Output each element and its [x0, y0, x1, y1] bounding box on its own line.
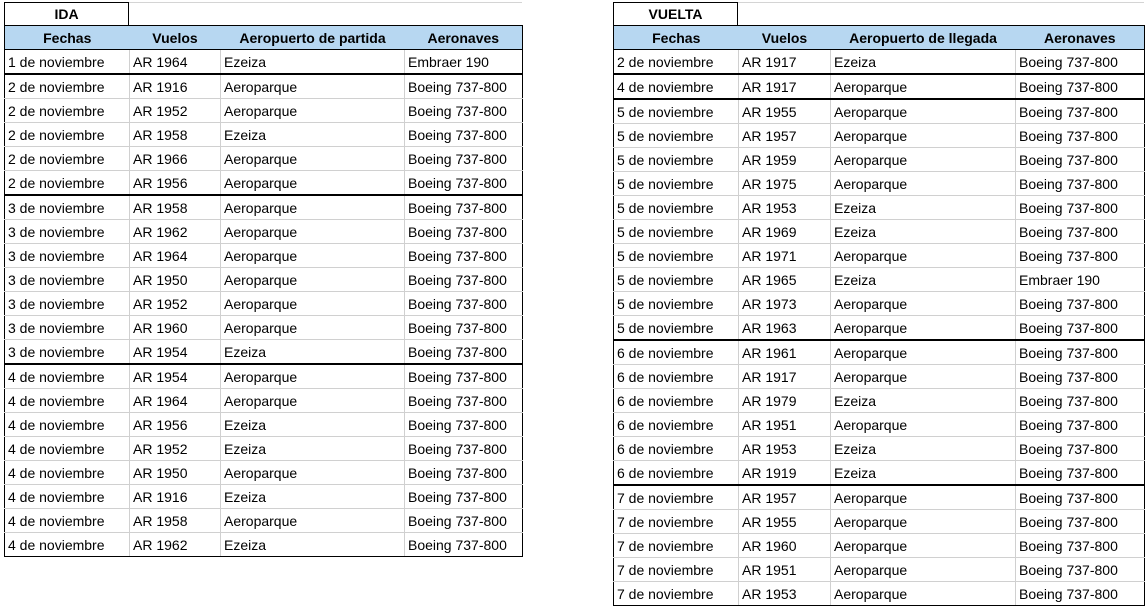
table-row — [614, 220, 1145, 244]
aeropuerto-cell[interactable]: Aeroparque — [831, 292, 1016, 316]
vuelo-cell[interactable]: AR 1954 — [130, 364, 221, 389]
vuelta-title: VUELTA — [613, 2, 738, 25]
table-row — [614, 510, 1145, 534]
table-row — [614, 340, 1145, 365]
vuelo-cell[interactable]: AR 1973 — [739, 292, 831, 316]
fecha-cell[interactable]: 5 de noviembre — [614, 268, 739, 292]
fecha-cell[interactable]: 2 de noviembre — [5, 147, 130, 171]
fecha-cell[interactable]: 4 de noviembre — [5, 437, 130, 461]
aeronave-cell[interactable]: Boeing 737-800 — [1016, 365, 1145, 389]
aeropuerto-cell[interactable]: Aeroparque — [221, 461, 405, 485]
aeropuerto-cell[interactable]: Aeroparque — [221, 316, 405, 340]
fecha-cell[interactable]: 3 de noviembre — [5, 195, 130, 220]
aeropuerto-cell[interactable]: Aeroparque — [221, 147, 405, 171]
aeropuerto-cell[interactable]: Aeroparque — [831, 124, 1016, 148]
aeronave-cell[interactable]: Embraer 190 — [1016, 268, 1145, 292]
aeropuerto-cell[interactable]: Aeroparque — [221, 74, 405, 99]
table-row — [614, 172, 1145, 196]
fecha-cell[interactable]: 7 de noviembre — [614, 485, 739, 510]
table-row — [5, 340, 523, 365]
fecha-cell[interactable]: 4 de noviembre — [5, 533, 130, 557]
fecha-cell[interactable]: 4 de noviembre — [5, 461, 130, 485]
fecha-cell[interactable]: 2 de noviembre — [5, 99, 130, 123]
vuelo-cell[interactable]: AR 1917 — [739, 365, 831, 389]
table-row — [5, 268, 523, 292]
aeronave-cell[interactable]: Boeing 737-800 — [405, 533, 523, 557]
aeropuerto-cell[interactable]: Aeroparque — [831, 582, 1016, 606]
aeronave-cell[interactable]: Boeing 737-800 — [405, 244, 523, 268]
ida-header-fechas: Fechas — [5, 26, 130, 50]
vuelo-cell[interactable]: AR 1951 — [739, 413, 831, 437]
aeropuerto-cell[interactable]: Aeroparque — [831, 74, 1016, 99]
vuelta-header-vuelos: Vuelos — [739, 26, 831, 50]
vuelo-cell[interactable]: AR 1952 — [130, 437, 221, 461]
aeropuerto-cell[interactable]: Aeroparque — [831, 365, 1016, 389]
aeropuerto-cell[interactable]: Aeroparque — [221, 244, 405, 268]
aeropuerto-cell[interactable]: Aeroparque — [831, 244, 1016, 268]
aeronave-cell[interactable]: Boeing 737-800 — [1016, 244, 1145, 268]
table-row — [5, 316, 523, 340]
ida-title: IDA — [4, 2, 129, 25]
aeronave-cell[interactable]: Boeing 737-800 — [405, 292, 523, 316]
vuelo-cell[interactable]: AR 1917 — [739, 74, 831, 99]
table-row — [5, 244, 523, 268]
aeronave-cell[interactable]: Boeing 737-800 — [405, 340, 523, 365]
vuelo-cell[interactable]: AR 1962 — [130, 220, 221, 244]
vuelo-cell[interactable]: AR 1957 — [739, 124, 831, 148]
table-row — [614, 268, 1145, 292]
vuelo-cell[interactable]: AR 1916 — [130, 74, 221, 99]
ida-title-fill — [129, 2, 522, 26]
vuelo-cell[interactable]: AR 1975 — [739, 172, 831, 196]
vuelo-cell[interactable]: AR 1950 — [130, 268, 221, 292]
aeropuerto-cell[interactable]: Aeroparque — [221, 220, 405, 244]
ida-table-body — [5, 50, 523, 557]
fecha-cell[interactable]: 6 de noviembre — [614, 389, 739, 413]
vuelta-header-aeronaves: Aeronaves — [1016, 26, 1145, 50]
vuelo-cell[interactable]: AR 1916 — [130, 485, 221, 509]
aeropuerto-cell[interactable]: Ezeiza — [831, 196, 1016, 220]
aeropuerto-cell[interactable]: Aeroparque — [831, 485, 1016, 510]
table-row — [5, 437, 523, 461]
vuelo-cell[interactable]: AR 1954 — [130, 340, 221, 365]
table-row — [614, 124, 1145, 148]
aeropuerto-cell[interactable]: Ezeiza — [221, 340, 405, 365]
table-row — [614, 558, 1145, 582]
aeronave-cell[interactable]: Boeing 737-800 — [405, 461, 523, 485]
aeronave-cell[interactable]: Boeing 737-800 — [1016, 316, 1145, 341]
vuelo-cell[interactable]: AR 1957 — [739, 485, 831, 510]
aeronave-cell[interactable]: Boeing 737-800 — [405, 220, 523, 244]
aeronave-cell[interactable]: Boeing 737-800 — [405, 268, 523, 292]
aeronave-cell[interactable]: Boeing 737-800 — [405, 195, 523, 220]
aeronave-cell[interactable]: Boeing 737-800 — [1016, 292, 1145, 316]
fecha-cell[interactable]: 5 de noviembre — [614, 220, 739, 244]
vuelo-cell[interactable]: AR 1979 — [739, 389, 831, 413]
aeronave-cell[interactable]: Boeing 737-800 — [405, 413, 523, 437]
fecha-cell[interactable]: 1 de noviembre — [5, 50, 130, 75]
aeronave-cell[interactable]: Boeing 737-800 — [405, 171, 523, 196]
aeropuerto-cell[interactable]: Aeroparque — [831, 510, 1016, 534]
table-row — [614, 292, 1145, 316]
aeronave-cell[interactable]: Boeing 737-800 — [405, 99, 523, 123]
aeronave-cell[interactable]: Boeing 737-800 — [1016, 220, 1145, 244]
table-row — [614, 437, 1145, 461]
vuelo-cell[interactable]: AR 1964 — [130, 50, 221, 75]
fecha-cell[interactable]: 3 de noviembre — [5, 268, 130, 292]
aeropuerto-cell[interactable]: Aeroparque — [221, 509, 405, 533]
vuelta-header-fechas: Fechas — [614, 26, 739, 50]
vuelo-cell[interactable]: AR 1952 — [130, 292, 221, 316]
fecha-cell[interactable]: 6 de noviembre — [614, 365, 739, 389]
vuelo-cell[interactable]: AR 1953 — [739, 582, 831, 606]
aeronave-cell[interactable]: Boeing 737-800 — [405, 485, 523, 509]
fecha-cell[interactable]: 5 de noviembre — [614, 172, 739, 196]
aeronave-cell[interactable]: Boeing 737-800 — [405, 389, 523, 413]
aeropuerto-cell[interactable]: Aeroparque — [221, 171, 405, 196]
fecha-cell[interactable]: 4 de noviembre — [5, 413, 130, 437]
table-row — [614, 461, 1145, 486]
aeropuerto-cell[interactable]: Aeroparque — [831, 148, 1016, 172]
table-row — [614, 50, 1145, 75]
aeronave-cell[interactable]: Boeing 737-800 — [405, 437, 523, 461]
vuelo-cell[interactable]: AR 1971 — [739, 244, 831, 268]
aeronave-cell[interactable]: Boeing 737-800 — [1016, 340, 1145, 365]
fecha-cell[interactable]: 7 de noviembre — [614, 510, 739, 534]
fecha-cell[interactable]: 4 de noviembre — [5, 389, 130, 413]
aeropuerto-cell[interactable]: Aeroparque — [221, 389, 405, 413]
aeropuerto-cell[interactable]: Aeroparque — [221, 195, 405, 220]
fecha-cell[interactable]: 4 de noviembre — [5, 364, 130, 389]
fecha-cell[interactable]: 7 de noviembre — [614, 558, 739, 582]
vuelo-cell[interactable]: AR 1969 — [739, 220, 831, 244]
aeropuerto-cell[interactable]: Aeroparque — [221, 268, 405, 292]
fecha-cell[interactable]: 5 de noviembre — [614, 99, 739, 124]
aeronave-cell[interactable]: Boeing 737-800 — [405, 74, 523, 99]
vuelo-cell[interactable]: AR 1959 — [739, 148, 831, 172]
aeropuerto-cell[interactable]: Aeroparque — [831, 316, 1016, 341]
fecha-cell[interactable]: 5 de noviembre — [614, 292, 739, 316]
table-row — [614, 413, 1145, 437]
vuelo-cell[interactable]: AR 1955 — [739, 510, 831, 534]
fecha-cell[interactable]: 6 de noviembre — [614, 437, 739, 461]
fecha-cell[interactable]: 2 de noviembre — [5, 123, 130, 147]
aeronave-cell[interactable]: Boeing 737-800 — [405, 123, 523, 147]
table-row — [614, 389, 1145, 413]
fecha-cell[interactable]: 4 de noviembre — [614, 74, 739, 99]
vuelta-title-row — [613, 2, 1145, 25]
ida-title-row — [4, 2, 523, 25]
vuelo-cell[interactable]: AR 1950 — [130, 461, 221, 485]
table-row — [5, 220, 523, 244]
vuelo-cell[interactable]: AR 1958 — [130, 123, 221, 147]
vuelo-cell[interactable]: AR 1966 — [130, 147, 221, 171]
aeropuerto-cell[interactable]: Ezeiza — [221, 533, 405, 557]
vuelta-title-fill — [738, 2, 1144, 26]
fecha-cell[interactable]: 6 de noviembre — [614, 461, 739, 486]
vuelo-cell[interactable]: AR 1962 — [130, 533, 221, 557]
aeronave-cell[interactable]: Boeing 737-800 — [1016, 534, 1145, 558]
fecha-cell[interactable]: 4 de noviembre — [5, 485, 130, 509]
table-row — [5, 123, 523, 147]
aeronave-cell[interactable]: Boeing 737-800 — [1016, 172, 1145, 196]
ida-header-aeropuerto: Aeropuerto de partida — [221, 26, 405, 50]
table-row — [614, 365, 1145, 389]
vuelo-cell[interactable]: AR 1955 — [739, 99, 831, 124]
fecha-cell[interactable]: 3 de noviembre — [5, 292, 130, 316]
aeronave-cell[interactable]: Boeing 737-800 — [405, 364, 523, 389]
aeronave-cell[interactable]: Boeing 737-800 — [1016, 582, 1145, 606]
vuelo-cell[interactable]: AR 1960 — [130, 316, 221, 340]
vuelo-cell[interactable]: AR 1958 — [130, 195, 221, 220]
table-row — [5, 195, 523, 220]
table-row — [5, 413, 523, 437]
table-row — [5, 147, 523, 171]
aeronave-cell[interactable]: Embraer 190 — [405, 50, 523, 75]
fecha-cell[interactable]: 3 de noviembre — [5, 316, 130, 340]
ida-header-aeronaves: Aeronaves — [405, 26, 523, 50]
vuelo-cell[interactable]: AR 1961 — [739, 340, 831, 365]
aeronave-cell[interactable]: Boeing 737-800 — [1016, 124, 1145, 148]
aeropuerto-cell[interactable]: Ezeiza — [831, 268, 1016, 292]
fecha-cell[interactable]: 3 de noviembre — [5, 220, 130, 244]
vuelo-cell[interactable]: AR 1953 — [739, 437, 831, 461]
aeropuerto-cell[interactable]: Aeroparque — [831, 99, 1016, 124]
aeronave-cell[interactable]: Boeing 737-800 — [1016, 50, 1145, 75]
vuelta-table — [613, 25, 1145, 606]
fecha-cell[interactable]: 6 de noviembre — [614, 340, 739, 365]
vuelo-cell[interactable]: AR 1919 — [739, 461, 831, 486]
table-row — [5, 509, 523, 533]
aeronave-cell[interactable]: Boeing 737-800 — [1016, 413, 1145, 437]
table-row — [5, 364, 523, 389]
vuelo-cell[interactable]: AR 1953 — [739, 196, 831, 220]
fecha-cell[interactable]: 3 de noviembre — [5, 244, 130, 268]
fecha-cell[interactable]: 5 de noviembre — [614, 124, 739, 148]
vuelo-cell[interactable]: AR 1960 — [739, 534, 831, 558]
vuelo-cell[interactable]: AR 1958 — [130, 509, 221, 533]
aeropuerto-cell[interactable]: Ezeiza — [831, 220, 1016, 244]
ida-table — [4, 25, 523, 557]
table-row — [5, 50, 523, 75]
table-row — [614, 148, 1145, 172]
vuelta-header-aeropuerto: Aeropuerto de llegada — [831, 26, 1016, 50]
aeronave-cell[interactable]: Boeing 737-800 — [1016, 437, 1145, 461]
aeropuerto-cell[interactable]: Ezeiza — [221, 437, 405, 461]
aeropuerto-cell[interactable]: Aeroparque — [831, 413, 1016, 437]
table-row — [5, 292, 523, 316]
aeronave-cell[interactable]: Boeing 737-800 — [1016, 461, 1145, 486]
aeronave-cell[interactable]: Boeing 737-800 — [405, 509, 523, 533]
vuelo-cell[interactable]: AR 1951 — [739, 558, 831, 582]
aeronave-cell[interactable]: Boeing 737-800 — [1016, 510, 1145, 534]
aeropuerto-cell[interactable]: Ezeiza — [831, 437, 1016, 461]
fecha-cell[interactable]: 2 de noviembre — [5, 171, 130, 196]
fecha-cell[interactable]: 3 de noviembre — [5, 340, 130, 365]
vuelta-header-row — [614, 26, 1145, 50]
aeropuerto-cell[interactable]: Ezeiza — [831, 461, 1016, 486]
aeropuerto-cell[interactable]: Aeroparque — [221, 292, 405, 316]
aeropuerto-cell[interactable]: Ezeiza — [221, 50, 405, 75]
aeronave-cell[interactable]: Boeing 737-800 — [1016, 99, 1145, 124]
vuelta-table-body — [614, 50, 1145, 606]
fecha-cell[interactable]: 7 de noviembre — [614, 582, 739, 606]
fecha-cell[interactable]: 5 de noviembre — [614, 316, 739, 341]
vuelo-cell[interactable]: AR 1917 — [739, 50, 831, 75]
vuelta-panel — [613, 2, 1145, 606]
aeronave-cell[interactable]: Boeing 737-800 — [1016, 558, 1145, 582]
aeropuerto-cell[interactable]: Aeroparque — [831, 534, 1016, 558]
fecha-cell[interactable]: 4 de noviembre — [5, 509, 130, 533]
table-row — [5, 485, 523, 509]
table-row — [5, 171, 523, 196]
aeronave-cell[interactable]: Boeing 737-800 — [405, 147, 523, 171]
aeropuerto-cell[interactable]: Ezeiza — [221, 485, 405, 509]
table-row — [5, 389, 523, 413]
aeropuerto-cell[interactable]: Aeroparque — [221, 99, 405, 123]
table-row — [5, 461, 523, 485]
vuelo-cell[interactable]: AR 1964 — [130, 389, 221, 413]
aeronave-cell[interactable]: Boeing 737-800 — [1016, 74, 1145, 99]
ida-header-vuelos: Vuelos — [130, 26, 221, 50]
table-row — [614, 316, 1145, 341]
aeronave-cell[interactable]: Boeing 737-800 — [1016, 485, 1145, 510]
aeropuerto-cell[interactable]: Ezeiza — [831, 50, 1016, 75]
vuelo-cell[interactable]: AR 1963 — [739, 316, 831, 341]
aeronave-cell[interactable]: Boeing 737-800 — [405, 316, 523, 340]
aeropuerto-cell[interactable]: Aeroparque — [221, 364, 405, 389]
table-row — [5, 99, 523, 123]
table-row — [614, 99, 1145, 124]
fecha-cell[interactable]: 2 de noviembre — [5, 74, 130, 99]
table-row — [614, 485, 1145, 510]
table-row — [614, 582, 1145, 606]
fecha-cell[interactable]: 5 de noviembre — [614, 244, 739, 268]
table-row — [614, 74, 1145, 99]
fecha-cell[interactable]: 2 de noviembre — [614, 50, 739, 75]
aeronave-cell[interactable]: Boeing 737-800 — [1016, 148, 1145, 172]
aeronave-cell[interactable]: Boeing 737-800 — [1016, 196, 1145, 220]
table-row — [614, 534, 1145, 558]
ida-header-row — [5, 26, 523, 50]
aeropuerto-cell[interactable]: Ezeiza — [831, 389, 1016, 413]
fecha-cell[interactable]: 5 de noviembre — [614, 196, 739, 220]
fecha-cell[interactable]: 5 de noviembre — [614, 148, 739, 172]
fecha-cell[interactable]: 6 de noviembre — [614, 413, 739, 437]
table-row — [5, 74, 523, 99]
table-row — [614, 196, 1145, 220]
vuelo-cell[interactable]: AR 1952 — [130, 99, 221, 123]
ida-panel — [4, 2, 523, 557]
aeropuerto-cell[interactable]: Aeroparque — [831, 172, 1016, 196]
vuelo-cell[interactable]: AR 1965 — [739, 268, 831, 292]
aeronave-cell[interactable]: Boeing 737-800 — [1016, 389, 1145, 413]
table-row — [5, 533, 523, 557]
aeropuerto-cell[interactable]: Aeroparque — [831, 558, 1016, 582]
vuelo-cell[interactable]: AR 1956 — [130, 413, 221, 437]
aeropuerto-cell[interactable]: Aeroparque — [831, 340, 1016, 365]
vuelo-cell[interactable]: AR 1956 — [130, 171, 221, 196]
table-row — [614, 244, 1145, 268]
aeropuerto-cell[interactable]: Ezeiza — [221, 413, 405, 437]
aeropuerto-cell[interactable]: Ezeiza — [221, 123, 405, 147]
fecha-cell[interactable]: 7 de noviembre — [614, 534, 739, 558]
vuelo-cell[interactable]: AR 1964 — [130, 244, 221, 268]
